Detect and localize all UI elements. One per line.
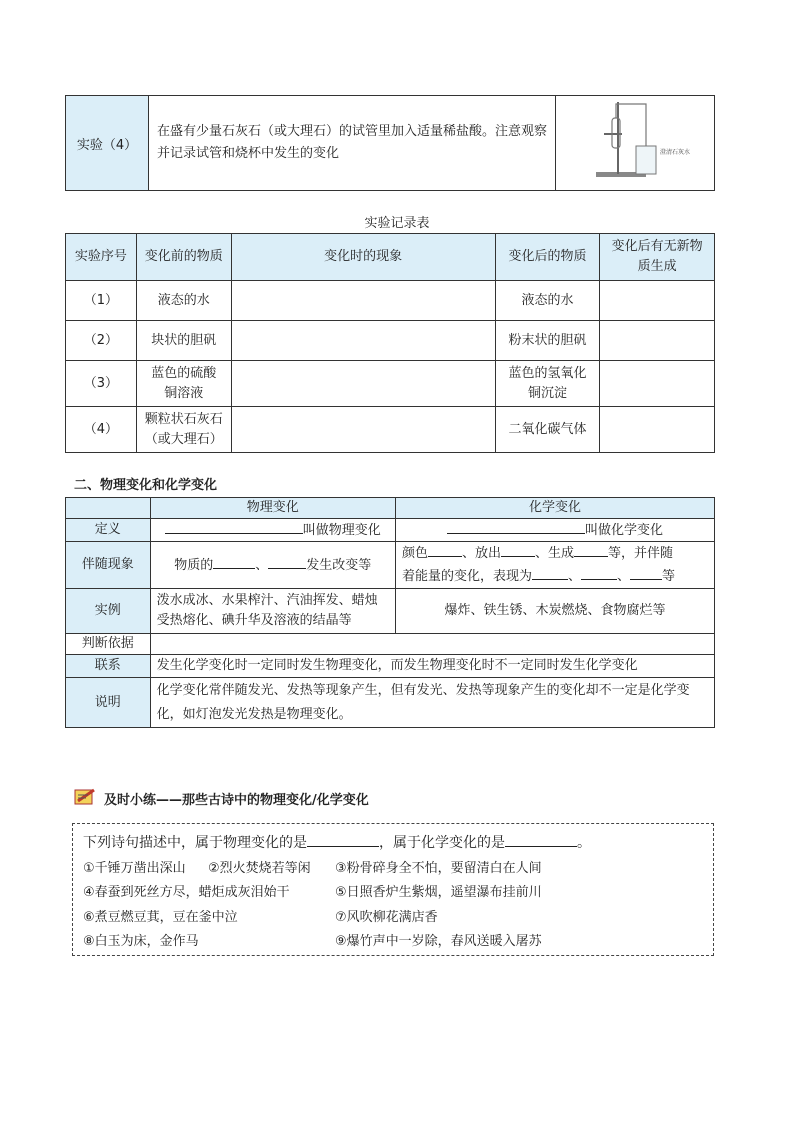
example-physical: 泼水成冰、水果榨汁、汽油挥发、蜡烛受热熔化、碘升华及溶液的结晶等 — [150, 589, 395, 634]
physical-answer-blank[interactable] — [307, 832, 379, 847]
note-label: 说明 — [66, 678, 151, 728]
definition-physical: 叫做物理变化 — [150, 519, 395, 542]
row-before: 颗粒状石灰石（或大理石） — [136, 407, 231, 453]
link-content: 发生化学变化时一定同时发生物理变化，而发生物理变化时不一定同时发生化学变化 — [150, 655, 714, 678]
list-item: ⑦风吹柳花满店香 — [335, 910, 438, 925]
answer-blank[interactable] — [630, 565, 662, 580]
header-no: 实验序号 — [66, 234, 137, 281]
accompany-chemical: 颜色 、放出 、生成 等，并伴随 着能量的变化，表现为 、 、 等 — [395, 542, 714, 589]
apparatus-illustration — [556, 96, 712, 186]
table-row — [66, 361, 715, 407]
header-phenomenon: 变化时的现象 — [231, 234, 495, 281]
list-item: ②烈火焚烧若等闲 — [208, 861, 311, 876]
row-new-substance[interactable] — [600, 281, 715, 321]
answer-blank[interactable] — [581, 565, 617, 580]
list-item: ⑧白玉为床，金作马 — [83, 934, 199, 949]
corner-cell — [66, 498, 151, 519]
table-row — [66, 321, 715, 361]
section-2-heading: 二、物理变化和化学变化 — [74, 478, 218, 493]
experiment-4-table — [65, 95, 715, 191]
practice-title: 及时小练——那些古诗中的物理变化/化学变化 — [104, 793, 369, 808]
list-item: ①千锤万凿出深山 — [83, 861, 186, 876]
list-item: ⑤日照香炉生紫烟，遥望瀑布挂前川 — [335, 885, 542, 900]
list-item: ⑨爆竹声中一岁除，春风送暖入屠苏 — [335, 934, 542, 949]
note-content: 化学变化常伴随发光、发热等现象产生，但有发光、发热等现象产生的变化却不一定是化学变化，如灯泡发光发热是物理变化。 — [150, 678, 714, 728]
experiment-4-label: 实验（4） — [66, 96, 149, 191]
answer-blank[interactable] — [213, 554, 255, 569]
row-no: （2） — [66, 321, 137, 361]
list-item: ③粉骨碎身全不怕，要留清白在人间 — [335, 861, 542, 876]
row-no: （1） — [66, 281, 137, 321]
header-chemical: 化学变化 — [395, 498, 714, 519]
example-chemical: 爆炸、铁生锈、木炭燃烧、食物腐烂等 — [395, 589, 714, 634]
row-after: 粉末状的胆矾 — [495, 321, 600, 361]
chemical-answer-blank[interactable] — [505, 832, 577, 847]
answer-blank[interactable] — [447, 519, 585, 534]
table-row — [66, 281, 715, 321]
practice-box — [72, 823, 714, 956]
header-physical: 物理变化 — [150, 498, 395, 519]
record-table-title: 实验记录表 — [364, 216, 430, 231]
answer-blank[interactable] — [501, 542, 535, 557]
apparatus-label: 澄清石灰水 — [660, 149, 691, 156]
row-no: （4） — [66, 407, 137, 453]
list-item: ⑥煮豆燃豆萁，豆在釜中泣 — [83, 910, 238, 925]
row-phenomenon[interactable] — [231, 321, 495, 361]
row-new-substance[interactable] — [600, 407, 715, 453]
row-new-substance[interactable] — [600, 321, 715, 361]
row-after: 蓝色的氢氧化铜沉淀 — [495, 361, 600, 407]
definition-chemical: 叫做化学变化 — [395, 519, 714, 542]
example-label: 实例 — [66, 589, 151, 634]
row-new-substance[interactable] — [600, 361, 715, 407]
practice-question: 下列诗句描述中，属于物理变化的是 ，属于化学变化的是 。 — [83, 832, 591, 852]
answer-blank[interactable] — [165, 519, 303, 534]
answer-blank[interactable] — [268, 554, 306, 569]
row-after: 二氧化碳气体 — [495, 407, 600, 453]
header-new-substance: 变化后有无新物质生成 — [600, 234, 715, 281]
row-phenomenon[interactable] — [231, 361, 495, 407]
accompany-physical: 物质的 、 发生改变等 — [150, 542, 395, 589]
apparatus-figure — [556, 96, 715, 191]
row-before: 液态的水 — [136, 281, 231, 321]
list-item: ④春蚕到死丝方尽，蜡炬成灰泪始干 — [83, 885, 290, 900]
header-before: 变化前的物质 — [136, 234, 231, 281]
link-label: 联系 — [66, 655, 151, 678]
basis-content[interactable] — [150, 634, 714, 655]
answer-blank[interactable] — [574, 542, 608, 557]
table-row — [66, 407, 715, 453]
answer-blank[interactable] — [532, 565, 568, 580]
experiment-4-description: 在盛有少量石灰石（或大理石）的试管里加入适量稀盐酸。注意观察并记录试管和烧杯中发生的变化 — [149, 96, 556, 191]
basis-label: 判断依据 — [66, 634, 151, 655]
record-table — [65, 233, 715, 453]
row-before: 蓝色的硫酸铜溶液 — [136, 361, 231, 407]
row-phenomenon[interactable] — [231, 407, 495, 453]
accompany-label: 伴随现象 — [66, 542, 151, 589]
row-no: （3） — [66, 361, 137, 407]
row-phenomenon[interactable] — [231, 281, 495, 321]
pencil-icon — [74, 787, 98, 807]
comparison-table — [65, 497, 715, 728]
row-after: 液态的水 — [495, 281, 600, 321]
answer-blank[interactable] — [428, 542, 462, 557]
header-after: 变化后的物质 — [495, 234, 600, 281]
row-before: 块状的胆矾 — [136, 321, 231, 361]
definition-label: 定义 — [66, 519, 151, 542]
